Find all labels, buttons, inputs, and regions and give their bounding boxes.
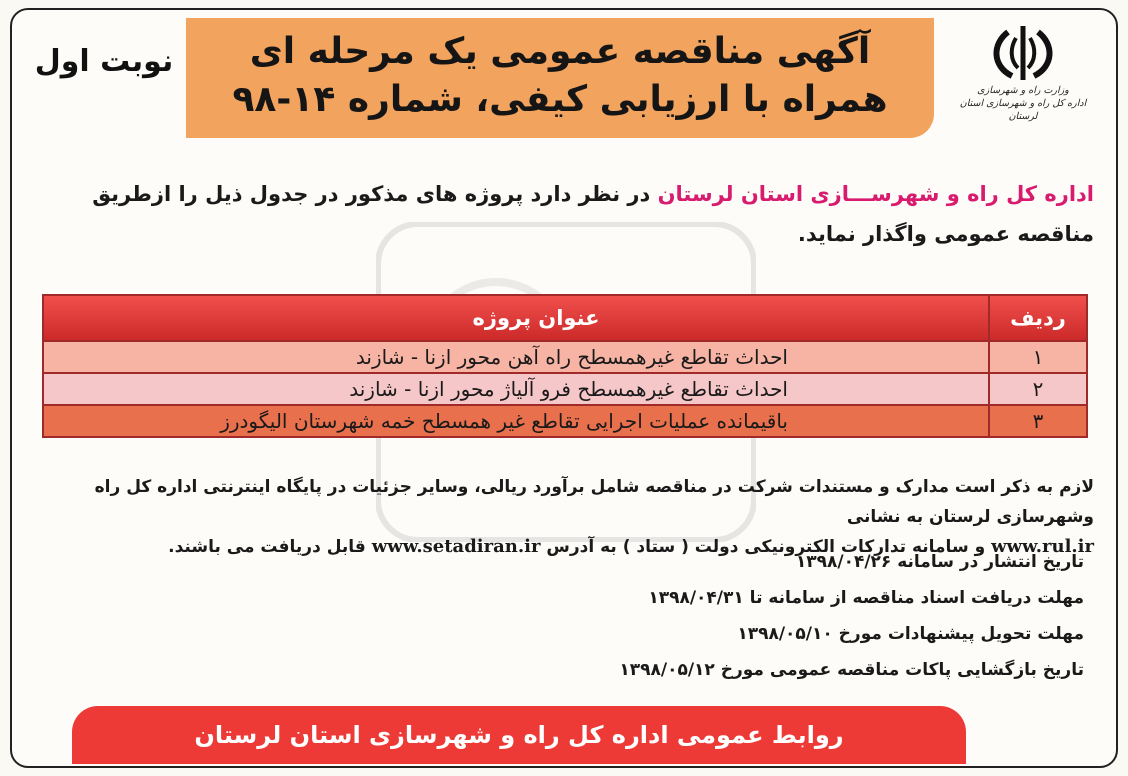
documents-mid-text: و سامانه تدارکات الکترونیکی دولت ( ستاد ) به آدرس bbox=[540, 537, 992, 557]
intro-line-1 bbox=[34, 174, 1094, 214]
website-link-rul[interactable]: www.rul.ir bbox=[991, 536, 1094, 557]
title-box bbox=[186, 18, 934, 138]
header-row-number: ردیف bbox=[988, 296, 1086, 340]
documents-end-text: قابل دریافت می باشند. bbox=[168, 537, 372, 557]
title-line-2: همراه با ارزیابی کیفی، شماره ۱۴-۹۸ bbox=[232, 79, 888, 120]
project-title: احداث تقاطع غیرهمسطح فرو آلیاژ محور ازنا - شازند bbox=[349, 377, 788, 401]
logo-ministry-name: وزارت راه و شهرسازی bbox=[977, 85, 1069, 96]
emblem-icon bbox=[988, 22, 1058, 84]
opening-date: تاریخ بازگشایی پاکات مناقصه عمومی مورخ ۱۳۹۸/۰۵/۱۲ bbox=[619, 660, 1084, 680]
receive-deadline: مهلت دریافت اسناد مناقصه از سامانه تا ۱۳۹۸/۰۴/۳۱ bbox=[648, 588, 1084, 608]
table-header-row bbox=[44, 296, 1086, 340]
table-row bbox=[44, 340, 1086, 372]
documents-line-1: لازم به ذکر است مدارک و مستندات شرکت در مناقصه شامل برآورد ریالی، وسایر جزئیات در پایگاه اینترنتی اداره کل راه وشهرسازی لرستان به نشانی bbox=[94, 477, 1094, 527]
ministry-logo bbox=[958, 22, 1088, 134]
organization-name: اداره کل راه و شهرســـازی استان لرستان bbox=[657, 182, 1094, 206]
title-line-1: آگهی مناقصه عمومی یک مرحله ای bbox=[249, 31, 871, 72]
project-title: احداث تقاطع غیرهمسطح راه آهن محور ازنا - شازند bbox=[355, 345, 788, 369]
row-number: ۲ bbox=[988, 374, 1086, 404]
table-row bbox=[44, 372, 1086, 404]
table-row bbox=[44, 404, 1086, 436]
website-link-setad[interactable]: www.setadiran.ir bbox=[371, 536, 541, 557]
turn-label: نوبت اول bbox=[34, 44, 174, 79]
project-title: باقیمانده عملیات اجرایی تقاطع غیر همسطح خمه شهرستان الیگودرز bbox=[220, 409, 788, 433]
footer-banner: روابط عمومی اداره کل راه و شهرسازی استان لرستان bbox=[72, 706, 966, 764]
row-number: ۱ bbox=[988, 342, 1086, 372]
header-project-title: عنوان پروژه bbox=[472, 306, 600, 330]
intro-text: در نظر دارد پروژه های مذکور در جدول ذیل را ازطریق bbox=[92, 182, 658, 206]
intro-paragraph bbox=[34, 174, 1094, 254]
projects-table bbox=[42, 294, 1088, 438]
delivery-deadline: مهلت تحویل پیشنهادات مورخ ۱۳۹۸/۰۵/۱۰ bbox=[737, 624, 1084, 644]
row-number: ۳ bbox=[988, 406, 1086, 436]
logo-office-name: اداره کل راه و شهرسازی استان لرستان bbox=[959, 98, 1087, 122]
publish-date: تاریخ انتشار در سامانه ۱۳۹۸/۰۴/۲۶ bbox=[795, 552, 1084, 572]
dates-list bbox=[384, 544, 1084, 688]
intro-line-2: مناقصه عمومی واگذار نماید. bbox=[797, 222, 1094, 246]
